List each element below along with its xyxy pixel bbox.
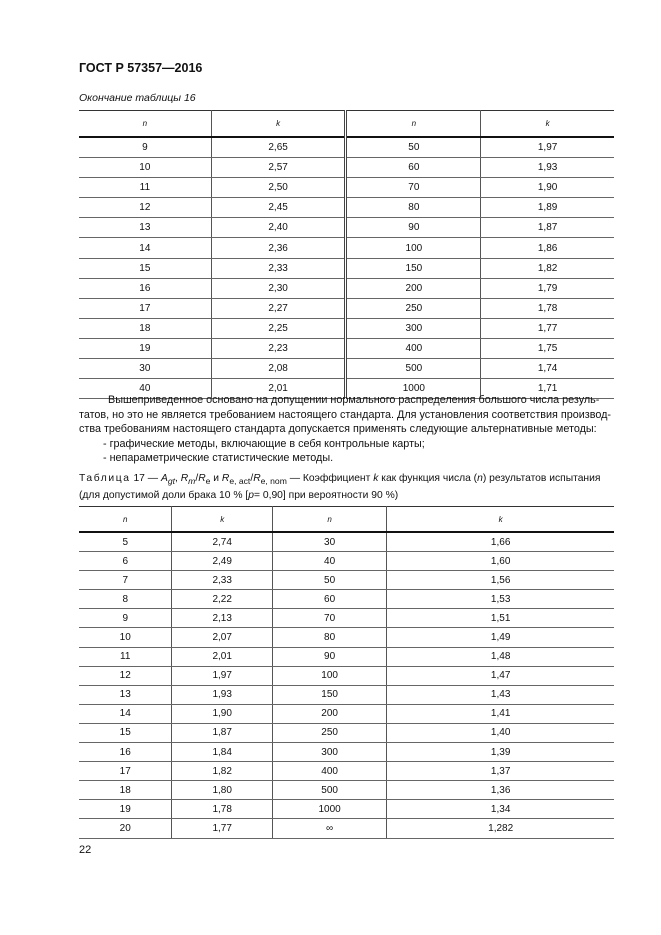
paragraph-line: Вышеприведенное основано на допущении нормального распределения большого числа резуль- xyxy=(108,394,600,406)
table-cell: 2,22 xyxy=(172,590,272,609)
table-cell: 40 xyxy=(272,552,386,571)
paragraph-line: ства требованиям настоящего стандарта допускается применять следующие альтернативные методы: xyxy=(79,423,597,435)
table16-caption: Окончание таблицы 16 xyxy=(79,92,196,104)
table-cell: 1,79 xyxy=(481,278,614,298)
table-cell: 1,56 xyxy=(387,571,614,590)
table-cell: 9 xyxy=(79,609,172,628)
table-cell: 16 xyxy=(79,743,172,762)
body-paragraph xyxy=(79,393,616,466)
table-cell: 8 xyxy=(79,590,172,609)
table-header-row xyxy=(79,111,614,138)
table-cell: 400 xyxy=(272,762,386,781)
table-cell: 80 xyxy=(272,628,386,647)
table-cell: 1,47 xyxy=(387,666,614,685)
table-row xyxy=(79,800,614,819)
table-cell: 30 xyxy=(272,532,386,552)
table-row xyxy=(79,609,614,628)
table17-caption: Таблица 17 — $A_{gt}$, $R_m/R_e$ и $R_{e, act}/R_{e, nom}$ — Коэффициент k как функция числа (n) результатов испытания (для допустимой доли брака 10 % [p= 0,90] при вероятности 90 %) xyxy=(79,473,601,501)
table-cell: 13 xyxy=(79,218,211,238)
table-cell: 1,43 xyxy=(387,685,614,704)
table-cell: 1,34 xyxy=(387,800,614,819)
table-cell: 1,84 xyxy=(172,743,272,762)
table-cell: 10 xyxy=(79,628,172,647)
table-cell: 18 xyxy=(79,318,211,338)
table-cell: 2,13 xyxy=(172,609,272,628)
table-row xyxy=(79,762,614,781)
table-cell: 2,74 xyxy=(172,532,272,552)
table-cell: 11 xyxy=(79,178,211,198)
table-row xyxy=(79,178,614,198)
table-16 xyxy=(79,110,614,399)
column-header-n: n xyxy=(346,111,481,138)
table-cell: 1000 xyxy=(272,800,386,819)
table-cell: 80 xyxy=(346,198,481,218)
column-header-k: k xyxy=(172,507,272,533)
table-cell: 70 xyxy=(346,178,481,198)
table-cell: 1,74 xyxy=(481,359,614,379)
table-cell: 2,33 xyxy=(211,258,346,278)
table-cell: 2,23 xyxy=(211,338,346,358)
table-cell: 2,36 xyxy=(211,238,346,258)
table-row xyxy=(79,532,614,552)
table-cell: 1,80 xyxy=(172,781,272,800)
table-17 xyxy=(79,506,614,839)
table-cell: 12 xyxy=(79,198,211,218)
table-cell: 1,66 xyxy=(387,532,614,552)
table-row xyxy=(79,198,614,218)
column-header-k: k xyxy=(387,507,614,533)
page-number: 22 xyxy=(79,844,92,856)
table-row xyxy=(79,819,614,838)
table-cell: 1,51 xyxy=(387,609,614,628)
table-row xyxy=(79,359,614,379)
table-cell: 200 xyxy=(346,278,481,298)
table-cell: 60 xyxy=(346,158,481,178)
paragraph-line: татов, но это не является требованием настоящего стандарта. Для установления соответствия производ- xyxy=(79,408,612,421)
table-cell: 150 xyxy=(346,258,481,278)
table-cell: 17 xyxy=(79,762,172,781)
column-header-n: n xyxy=(272,507,386,533)
table-cell: 50 xyxy=(346,137,481,158)
table-cell: 1,97 xyxy=(481,137,614,158)
list-item: - графические методы, включающие в себя контрольные карты; xyxy=(103,437,425,450)
table-header-row xyxy=(79,507,614,533)
table-cell: 40 xyxy=(79,379,211,399)
column-header-n: n xyxy=(79,111,211,138)
table-row xyxy=(79,238,614,258)
table-cell: 150 xyxy=(272,685,386,704)
table-cell: 2,65 xyxy=(211,137,346,158)
table-cell: 500 xyxy=(346,359,481,379)
column-header-k: k xyxy=(481,111,614,138)
table-row xyxy=(79,552,614,571)
table-cell: 7 xyxy=(79,571,172,590)
table-row xyxy=(79,743,614,762)
table-cell: 1,86 xyxy=(481,238,614,258)
table-cell: 1,82 xyxy=(172,762,272,781)
table-cell: 10 xyxy=(79,158,211,178)
table-cell: 2,07 xyxy=(172,628,272,647)
table-row xyxy=(79,723,614,742)
table-cell: 250 xyxy=(346,298,481,318)
table-cell: 2,57 xyxy=(211,158,346,178)
table-cell: 250 xyxy=(272,723,386,742)
table-row xyxy=(79,628,614,647)
table-cell: 1,90 xyxy=(481,178,614,198)
table-cell: 1,60 xyxy=(387,552,614,571)
table-cell: 1,87 xyxy=(172,723,272,742)
table-cell: 1,78 xyxy=(481,298,614,318)
table-cell: 9 xyxy=(79,137,211,158)
table-cell: 1,90 xyxy=(172,704,272,723)
table-cell: 17 xyxy=(79,298,211,318)
table-cell: 1,93 xyxy=(172,685,272,704)
table-cell: 1,39 xyxy=(387,743,614,762)
table-cell: 1,75 xyxy=(481,338,614,358)
table-cell: 13 xyxy=(79,685,172,704)
list-item: - непараметрические статистические методы. xyxy=(103,452,334,464)
table-row xyxy=(79,647,614,666)
table-cell: 14 xyxy=(79,704,172,723)
table-row xyxy=(79,571,614,590)
table-16-body xyxy=(79,137,614,399)
table-cell: 2,01 xyxy=(172,647,272,666)
table-cell: 1,87 xyxy=(481,218,614,238)
table-cell: 19 xyxy=(79,800,172,819)
table-row xyxy=(79,137,614,158)
table-row xyxy=(79,318,614,338)
table-cell: 1,97 xyxy=(172,666,272,685)
table-cell: 300 xyxy=(272,743,386,762)
table-row xyxy=(79,666,614,685)
table-cell: 1,48 xyxy=(387,647,614,666)
table-cell: 100 xyxy=(272,666,386,685)
table-cell: 1,282 xyxy=(387,819,614,838)
table-cell: 2,25 xyxy=(211,318,346,338)
document-code: ГОСТ Р 57357—2016 xyxy=(79,61,203,75)
table-cell: 1,78 xyxy=(172,800,272,819)
table-row xyxy=(79,704,614,723)
table-cell: 1,93 xyxy=(481,158,614,178)
table-cell: 2,33 xyxy=(172,571,272,590)
table-cell: 100 xyxy=(346,238,481,258)
table-cell: 2,01 xyxy=(211,379,346,399)
table-cell: 200 xyxy=(272,704,386,723)
table-cell: 1,82 xyxy=(481,258,614,278)
table-row xyxy=(79,781,614,800)
table-cell: 5 xyxy=(79,532,172,552)
table-cell: 2,27 xyxy=(211,298,346,318)
table-cell: 60 xyxy=(272,590,386,609)
table-cell: 400 xyxy=(346,338,481,358)
table-row xyxy=(79,590,614,609)
table-cell: 19 xyxy=(79,338,211,358)
table-cell: 1,37 xyxy=(387,762,614,781)
table-cell: 2,40 xyxy=(211,218,346,238)
table-cell: 18 xyxy=(79,781,172,800)
table-cell: 1000 xyxy=(346,379,481,399)
table-cell: 2,50 xyxy=(211,178,346,198)
table-cell: 500 xyxy=(272,781,386,800)
table-cell: 1,71 xyxy=(481,379,614,399)
table-cell: 2,30 xyxy=(211,278,346,298)
table-cell: 70 xyxy=(272,609,386,628)
table-cell: 2,45 xyxy=(211,198,346,218)
table-row xyxy=(79,158,614,178)
table-row xyxy=(79,258,614,278)
column-header-k: k xyxy=(211,111,346,138)
table-row xyxy=(79,685,614,704)
table-cell: 1,40 xyxy=(387,723,614,742)
table-cell: 30 xyxy=(79,359,211,379)
table-cell: 1,53 xyxy=(387,590,614,609)
table-cell: 90 xyxy=(272,647,386,666)
table-cell: 14 xyxy=(79,238,211,258)
table-cell: 1,41 xyxy=(387,704,614,723)
table-cell: 12 xyxy=(79,666,172,685)
table-cell: 15 xyxy=(79,258,211,278)
table-row xyxy=(79,218,614,238)
table-cell: 15 xyxy=(79,723,172,742)
column-header-n: n xyxy=(79,507,172,533)
table-cell: 20 xyxy=(79,819,172,838)
table-row xyxy=(79,298,614,318)
table-17-body xyxy=(79,532,614,838)
table-cell: 2,08 xyxy=(211,359,346,379)
table-cell: 6 xyxy=(79,552,172,571)
table-cell: 16 xyxy=(79,278,211,298)
table-cell: 90 xyxy=(346,218,481,238)
table-cell: 50 xyxy=(272,571,386,590)
table-cell: 2,49 xyxy=(172,552,272,571)
table-cell: ∞ xyxy=(272,819,386,838)
table-cell: 1,89 xyxy=(481,198,614,218)
table-cell: 300 xyxy=(346,318,481,338)
table-cell: 1,49 xyxy=(387,628,614,647)
table-row xyxy=(79,278,614,298)
table-cell: 11 xyxy=(79,647,172,666)
table-cell: 1,77 xyxy=(172,819,272,838)
table-row xyxy=(79,338,614,358)
table-cell: 1,77 xyxy=(481,318,614,338)
table-cell: 1,36 xyxy=(387,781,614,800)
